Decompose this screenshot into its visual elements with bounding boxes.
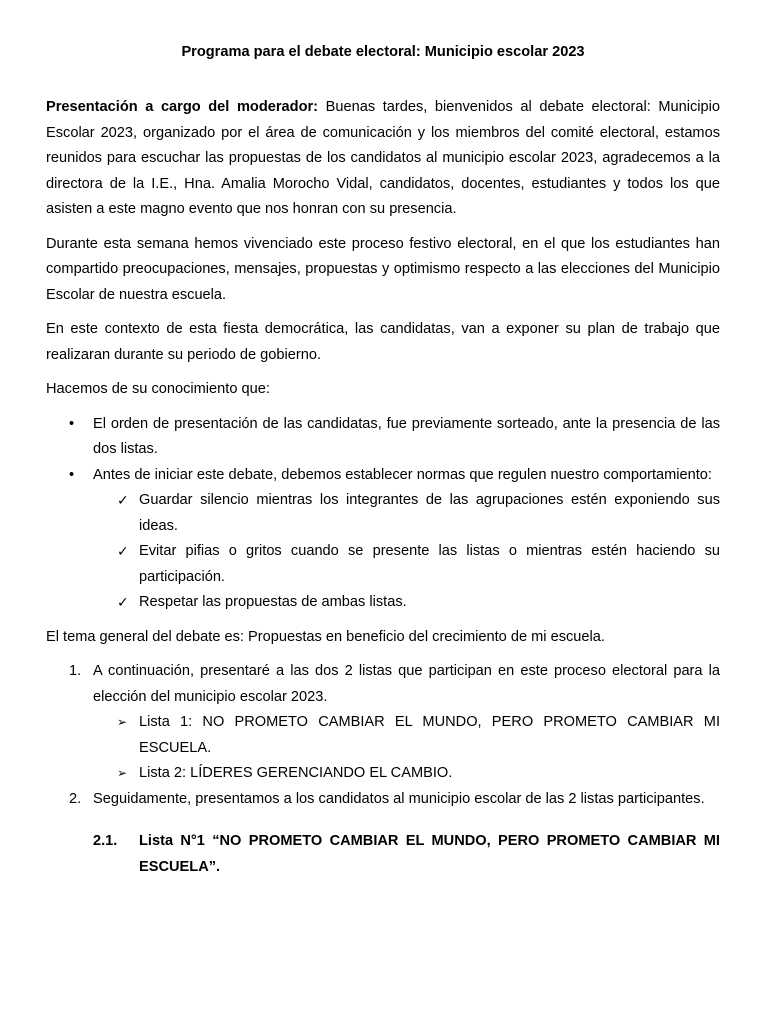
numbered-list: [46, 659, 720, 812]
list-item: [46, 590, 720, 616]
rule-text: Evitar pifias o gritos cuando se presente las listas o mientras estén haciendo su participación.: [139, 543, 720, 585]
check-mark-icon: ✓: [117, 492, 129, 508]
lists-arrow-list: [93, 710, 720, 787]
check-mark-icon: ✓: [117, 543, 129, 559]
rule-text: Respetar las propuestas de ambas listas.: [139, 594, 407, 610]
paragraph-context: En este contexto de esta fiesta democrática, las candidatas, van a exponer su plan de trabajo que realizaran durante su periodo de gobierno.: [46, 321, 720, 363]
list-item: [46, 488, 720, 539]
arrow-head-icon: ➢: [117, 715, 128, 729]
list-number: 2.: [69, 790, 82, 807]
subheading-number: 2.1.: [93, 833, 118, 849]
bullet-dot-icon: •: [69, 415, 75, 432]
document-title: Programa para el debate electoral: Municipio escolar 2023: [181, 44, 585, 60]
list-number: 1.: [69, 663, 82, 679]
arrow-head-icon: ➢: [117, 766, 128, 780]
list-item: [46, 761, 720, 787]
list-item: [46, 539, 720, 590]
list-item: [46, 710, 720, 761]
bullet-dot-icon: •: [69, 466, 75, 483]
moderator-intro-text: Buenas tardes, bienvenidos al debate electoral: Municipio Escolar 2023, organizado por el área de comunicación y los miembros del comité electoral, estamos reunidos para escuchar las propuestas de los candidatos al municipio escolar 2023, agradecemos a la directora de la I.E., Hna. Amalia Morocho Vidal, candidatos, docentes, estudiantes y todos los que asisten a este magno evento que nos honran con su presencia.: [46, 99, 720, 217]
list-item: [46, 463, 720, 616]
document-page: [46, 40, 720, 880]
bullet-text: El orden de presentación de las candidatas, fue previamente sorteado, ante la presencia de las dos listas.: [93, 415, 720, 457]
list-name-text: Lista 1: NO PROMETO CAMBIAR EL MUNDO, PERO PROMETO CAMBIAR MI ESCUELA.: [139, 714, 720, 756]
subheading-text: Lista N°1 “NO PROMETO CAMBIAR EL MUNDO, PERO PROMETO CAMBIAR MI ESCUELA”.: [139, 833, 720, 875]
list-name-text: Lista 2: LÍDERES GERENCIANDO EL CAMBIO.: [139, 765, 453, 781]
list-item: [46, 412, 720, 463]
bullet-text: Antes de iniciar este debate, debemos establecer normas que regulen nuestro comportamiento:: [93, 466, 712, 483]
paragraph-week: Durante esta semana hemos vivenciado este proceso festivo electoral, en el que los estudiantes han compartido preocupaciones, mensajes, propuestas y optimismo respecto a las elecciones del Municipio Escolar de nuestra escuela.: [46, 235, 720, 303]
paragraph-notice: Hacemos de su conocimiento que:: [46, 381, 270, 397]
numbered-text: Seguidamente, presentamos a los candidatos al municipio escolar de las 2 listas participantes.: [93, 790, 705, 807]
subheading-lista-1: [46, 829, 720, 880]
paragraph-theme: El tema general del debate es: Propuestas en beneficio del crecimiento de mi escuela.: [46, 628, 605, 645]
rule-text: Guardar silencio mientras los integrantes de las agrupaciones estén exponiendo sus ideas.: [139, 492, 720, 534]
list-item: [46, 787, 720, 813]
check-mark-icon: ✓: [117, 594, 129, 610]
list-item: [46, 659, 720, 787]
numbered-text: A continuación, presentaré a las dos 2 listas que participan en este proceso electoral para la elección del municipio escolar 2023.: [93, 663, 720, 705]
moderator-intro-paragraph: [46, 95, 720, 223]
rules-check-list: [93, 488, 720, 616]
notice-bullet-list: [46, 412, 720, 616]
moderator-intro-label: Presentación a cargo del moderador:: [46, 99, 319, 115]
